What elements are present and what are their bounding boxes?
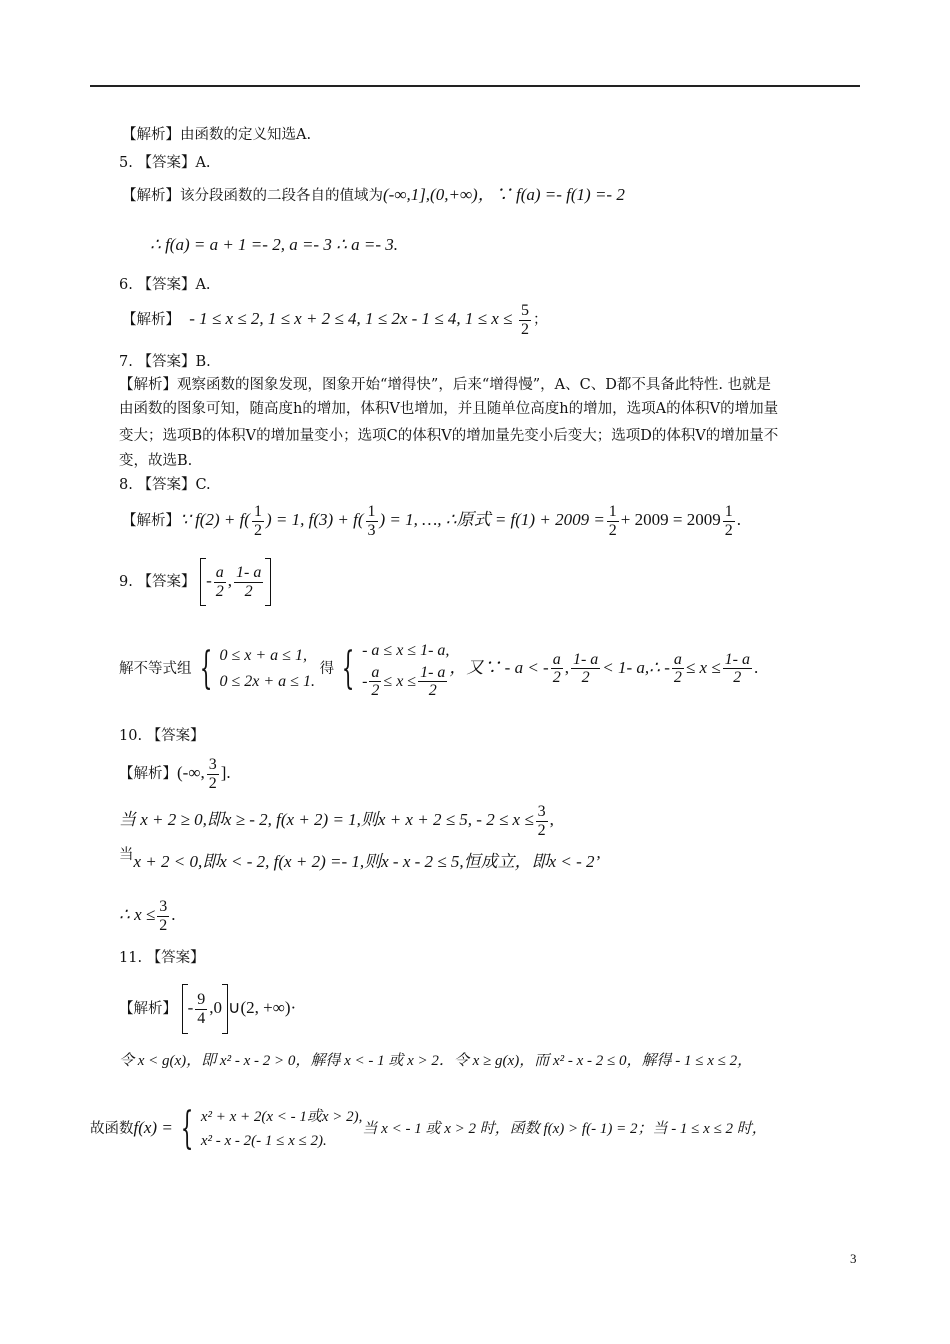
period: . [736,510,741,530]
fraction-5 [672,651,684,687]
math-c: ∪(2, +∞)· [228,998,297,1017]
fraction-half-3 [723,503,735,539]
comma: , [549,810,554,830]
numerator: 1 [367,503,376,520]
line-analysis-7-2: 由函数的图象可知，随高度h的增加，体积V也增加，并且随单位高度h的增加，选项A的体积V的增加量 [119,401,779,417]
numerator: 1- a [724,650,750,668]
denominator: 2 [159,916,168,934]
system-2-row-2 [362,664,449,700]
denominator: 2 [208,774,217,792]
fraction-a-2 [214,564,226,600]
punct: ； [532,312,548,329]
line-analysis-11 [119,984,296,1034]
line-analysis-6 [122,302,547,338]
math-a: (-∞, [177,763,205,783]
math-a: ∵ f(2) + f( [180,510,250,530]
math-b: ) = 1, f(3) + f( [265,510,364,530]
word-dang: 当 [119,847,134,863]
math: 当 x + 2 ≥ 0,即x ≥ - 2, f(x + 2) = 1,则x + x + 2 ≤ 5, - 2 ≤ x ≤ [119,810,534,830]
line-analysis-5 [122,186,625,204]
page-number: 3 [850,1251,857,1266]
system-3 [201,1105,363,1153]
math: ∴ x ≤ [119,905,156,925]
line-analysis-11-3 [90,1105,767,1153]
denominator: 2 [608,521,617,539]
tail-c: ≤ x ≤ [685,657,721,677]
fraction [519,302,531,338]
math-b: ]. [220,763,231,783]
line-answer-11: 11. 【答案】 [119,950,205,966]
fraction-6 [723,651,752,687]
tail: 当 x < - 1 或 x > 2 时，函数 f(x) > f(- 1) = 2；当 - 1 ≤ x ≤ 2 时， [362,1121,767,1137]
denominator: 2 [552,669,561,687]
comma: , [564,657,569,677]
tail-a: ，又∵ - a < - [449,657,549,677]
system-3-row-2: x² - x - 2(- 1 ≤ x ≤ 2). [200,1133,327,1149]
label: 【解析】该分段函数的二段各自的值域为 [122,188,383,204]
numerator: a [215,563,224,581]
line-analysis-9 [119,638,758,700]
fraction [207,756,219,792]
fraction-2 [418,664,447,700]
numerator: 1 [253,503,262,520]
numerator: 1- a [235,563,262,581]
left-brace-2: { [341,642,355,694]
label: 【解析】 [122,513,180,530]
line-analysis-7-1: 【解析】观察函数的图象发现，图象开始“增得快”，后来“增得慢”，A、C、D都不具备此特性. 也就是 [119,377,772,393]
fraction [536,803,548,839]
numerator: a [673,650,682,668]
denominator: 2 [724,521,733,539]
header-rule [90,85,860,87]
denominator: 2 [428,682,437,700]
fraction [369,664,381,700]
math: x + 2 < 0,即x < - 2, f(x + 2) =- 1,则x - x - 2 ≤ 5,恒成立，即x < - 2’ [133,852,601,871]
label: 【解析】 [119,766,177,783]
fraction-half [252,503,264,539]
word-de: 得 [319,660,335,677]
numerator: 9 [197,990,206,1008]
numerator: a [552,650,561,668]
fraction-4 [571,651,600,687]
denominator: 4 [197,1009,206,1027]
minus: - [187,998,194,1017]
fraction-1-a-2 [234,564,263,600]
denominator: 2 [733,669,742,687]
minus: - [362,672,368,690]
line-answer-7: 7. 【答案】B. [119,354,211,370]
denominator: 2 [581,669,590,687]
label: 【解析】 [122,312,180,329]
math-d: + 2009 = 2009 [620,510,721,530]
left-brace: { [199,642,212,694]
denominator: 2 [537,821,546,839]
numerator: 3 [208,756,217,773]
line-analysis-10 [119,756,231,792]
denominator: 2 [244,582,253,600]
denominator: 3 [367,521,376,539]
numerator: 3 [159,898,168,915]
label: 【解析】 [119,1001,177,1017]
fraction [195,991,207,1027]
label: 故函数 [90,1121,134,1137]
line-analysis-10-case2 [119,847,601,871]
numerator: 1- a [420,663,446,681]
line-analysis-10-conclusion [119,898,175,934]
system-1-row-2: 0 ≤ 2x + a ≤ 1. [219,672,315,690]
math-c: ) = 1, …, ∴原式 = f(1) + 2009 = [379,510,605,530]
line-analysis-10-case1 [119,803,554,839]
label: 解不等式组 [119,660,192,677]
fx: f(x) = [133,1118,173,1137]
line-analysis-11-2 [119,1054,752,1069]
system-3-row-1: x² + x + 2(x < - 1或x > 2), [200,1109,363,1125]
denominator: 2 [520,320,529,338]
math-b: ,0 [209,998,223,1017]
line-analysis-4: 【解析】由函数的定义知选A. [122,127,312,143]
right-bracket [265,558,271,606]
numerator: 5 [520,302,529,319]
line-analysis-5-cont: ∴ f(a) = a + 1 =- 2, a =- 3 ∴ a =- 3. [150,235,399,254]
left-brace: { [180,1103,194,1154]
line-analysis-7-3: 变大；选项B的体积V的增加量变小；选项C的体积V的增加量先变小后变大；选项D的体积V的增加量不 [119,428,779,444]
period: . [753,657,759,677]
numerator: a [371,663,380,681]
relation: ≤ x ≤ [383,672,417,690]
system-2 [362,638,449,700]
denominator: 2 [215,582,224,600]
fraction-half-2 [607,503,619,539]
line-analysis-8 [122,503,741,539]
comma: , [227,571,232,590]
numerator: 1 [724,503,733,520]
minus: - [206,571,212,590]
fraction [157,898,169,934]
math: - 1 ≤ x ≤ 2, 1 ≤ x + 2 ≤ 4, 1 ≤ 2x - 1 ≤ 4, 1 ≤ x ≤ [189,309,513,329]
line-answer-8: 8. 【答案】C. [119,477,211,493]
line-answer-5: 5. 【答案】A. [119,155,211,171]
fraction-third [366,503,378,539]
line-answer-10: 10. 【答案】 [119,728,205,744]
numerator: 1- a [572,650,599,668]
numerator: 3 [537,803,546,820]
tail-b: < 1- a,∴ - [602,657,670,677]
line-answer-9 [119,558,271,606]
numerator: 1 [608,503,617,520]
math: (-∞,1],(0,+∞)，∵ f(a) =- f(1) =- 2 [383,185,625,204]
system-1 [220,643,315,694]
line-analysis-7-4: 变，故选B. [119,453,193,469]
denominator: 2 [371,682,380,700]
fraction-3 [551,651,563,687]
denominator: 2 [673,669,682,687]
label: 9. 【答案】 [119,574,196,590]
line-answer-6: 6. 【答案】A. [119,277,211,293]
math: 令 x < g(x)，即 x² - x - 2 > 0，解得 x < - 1 或 x > 2．令 x ≥ g(x)，而 x² - x - 2 ≤ 0，解得 - 1 ≤ x ≤ 2， [119,1053,753,1069]
system-1-row-1: 0 ≤ x + a ≤ 1, [219,647,307,665]
period: . [171,905,176,925]
denominator: 2 [253,521,262,539]
system-2-row-1: - a ≤ x ≤ 1- a, [362,642,450,659]
